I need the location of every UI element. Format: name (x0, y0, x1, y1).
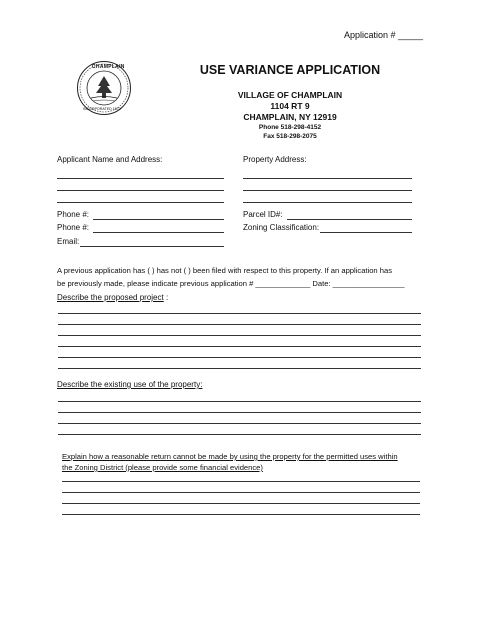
proposed-project-line-4[interactable] (58, 346, 421, 347)
municipality-city: CHAMPLAIN, NY 12919 (243, 112, 337, 122)
reasonable-return-line-4[interactable] (62, 514, 420, 515)
email-input[interactable] (80, 237, 224, 247)
applicant-address-line-1[interactable] (57, 178, 224, 179)
municipality-street: 1104 RT 9 (270, 101, 310, 111)
zoning-label: Zoning Classification: (243, 223, 320, 232)
previous-application-line-2: be previously made, please indicate previous application # _____________ Date: _________________ (57, 279, 405, 288)
seal-bottom-text: INCORPORATED 1873 (83, 107, 121, 111)
parcel-label: Parcel ID#: (243, 210, 283, 219)
applicant-heading: Applicant Name and Address: (57, 155, 163, 164)
reasonable-return-heading-2: the Zoning District (please provide some financial evidence) (62, 463, 263, 472)
phone-label-1: Phone #: (57, 210, 90, 219)
zoning-field[interactable] (243, 223, 412, 233)
applicant-address-line-3[interactable] (57, 202, 224, 203)
proposed-project-line-1[interactable] (58, 313, 421, 314)
municipality-name: VILLAGE OF CHAMPLAIN (237, 90, 343, 100)
reasonable-return-line-2[interactable] (62, 492, 420, 493)
property-heading: Property Address: (243, 155, 307, 164)
proposed-project-line-5[interactable] (58, 357, 421, 358)
existing-use-line-1[interactable] (58, 401, 421, 402)
email-label: Email: (57, 237, 80, 246)
proposed-project-colon: : (163, 293, 169, 302)
applicant-address-line-2[interactable] (57, 190, 224, 191)
property-address-line-2[interactable] (243, 190, 412, 191)
email-field[interactable] (57, 237, 224, 247)
parcel-input[interactable] (287, 210, 412, 220)
property-address-line-1[interactable] (243, 178, 412, 179)
reasonable-return-line-3[interactable] (62, 503, 420, 504)
phone-label-2: Phone #: (57, 223, 90, 232)
proposed-project-line-2[interactable] (58, 324, 421, 325)
proposed-project-line-6[interactable] (58, 368, 421, 369)
proposed-project-heading (57, 293, 168, 303)
existing-use-heading: Describe the existing use of the property: (57, 380, 203, 389)
proposed-project-line-3[interactable] (58, 335, 421, 336)
existing-use-line-2[interactable] (58, 412, 421, 413)
application-number-label: Application # _____ (343, 30, 423, 40)
phone-field-2[interactable] (57, 223, 224, 233)
reasonable-return-line-1[interactable] (62, 481, 420, 482)
municipality-phone: Phone 518-298-4152 (258, 124, 322, 131)
form-title: USE VARIANCE APPLICATION (199, 63, 381, 77)
phone-field-1[interactable] (57, 210, 224, 220)
reasonable-return-heading-1: Explain how a reasonable return cannot be made by using the property for the permitted uses within (62, 452, 398, 461)
zoning-input[interactable] (320, 223, 412, 233)
parcel-field[interactable] (243, 210, 412, 220)
phone-input-1[interactable] (93, 210, 224, 220)
phone-input-2[interactable] (93, 223, 224, 233)
previous-application-line-1: A previous application has ( ) has not ( ) been filed with respect to this property. If an application has (57, 266, 393, 275)
municipality-block (230, 90, 350, 141)
seal-top-text: CHAMPLAIN (92, 64, 125, 70)
existing-use-line-3[interactable] (58, 423, 421, 424)
existing-use-line-4[interactable] (58, 434, 421, 435)
property-address-line-3[interactable] (243, 202, 412, 203)
proposed-project-label: Describe the proposed project (57, 293, 164, 302)
municipality-fax: Fax 518-298-2075 (263, 133, 317, 140)
